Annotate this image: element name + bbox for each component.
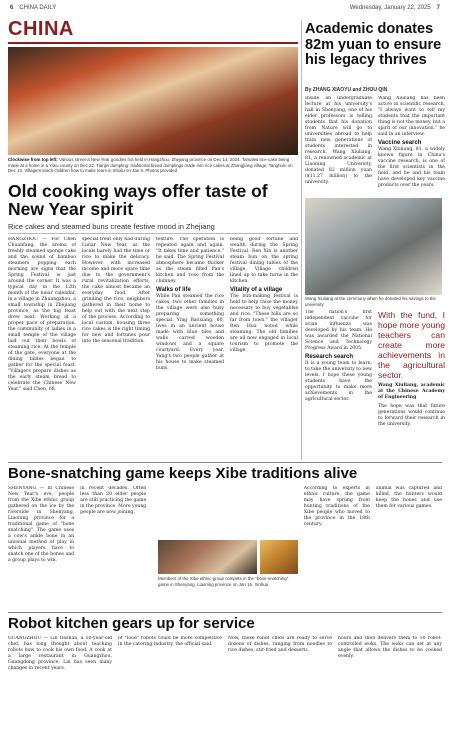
story1-deck: Rice cakes and steamed buns create festive mood in Zhejiang (8, 222, 215, 231)
story3-photo-main (158, 540, 257, 574)
story1-rule (8, 233, 298, 234)
page-header (0, 0, 450, 16)
story3-text-col2: in recent decades. Often less than 20 elder people are still practicing the game in the province. More young people are now joining. (80, 486, 147, 515)
story1-col2 (82, 237, 150, 457)
story2-text-col1: Inside an undergraduate lecture at his university's hall in Shenyang, one of his elder professors is telling students that his donation from Nature will go to universities abroad to help train new generations of students interested in research. Wang Xiuliang, 81, a renowned academic at Liaoning University, donated 82 million yuan ($11.27 million) to the university. (305, 96, 372, 185)
story1-text-col4b: The bun-making festival is held to help raise the money necessary to buy vegetables and rice. "These hills are so far from town," the villager Ren Hua noted while steaming. The old families are all now engaged in local tourism to promote the village. (230, 294, 298, 353)
story3-text-col3: According to experts in ethnic culture, the game may have sprung from hunting traditions of the Xibe people who moved to the province in the 18th century. (303, 486, 370, 527)
story4-col2 (118, 636, 222, 741)
story1-body (8, 237, 298, 457)
story2-photo (305, 198, 442, 295)
story2-quote-attribution: Wang Xiuliang, academic at the Chinese Academy of Engineering (378, 383, 445, 400)
story2-photo-caption: Wang Xiuliang at the ceremony when he donated his savings to the university. (305, 296, 436, 307)
story2-pull-quote: With the fund, I hope more young teachers can create more achievements in the agricultural sector. (378, 310, 445, 380)
story2-text-col3: The nation's first independent vaccine for avian influenza was developed by his team. He was awarded the National Science and Technology Progress Award in 2005. (305, 310, 372, 351)
story1-subhead2: Vitality of a village (230, 287, 283, 293)
section-divider (8, 42, 298, 44)
story3-photo-detail (260, 540, 298, 574)
story2-body-bottom (305, 310, 445, 460)
story4-col4 (338, 636, 442, 741)
story4-headline: Robot kitchen gears up for service (8, 615, 255, 632)
story3-headline: Bone-snatching game keeps Xibe traditions alive (8, 465, 358, 482)
story1-text-col3b: While Pan steamed the rice cakes, two other families in the village were also busy preparing something special. Ying Baoxiang, 60, lives in an ancient house made with blue tiles and walls carved wooden windows and a square courtyard. Every year, Yang's two people gather at his house to make steamed buns. (156, 294, 224, 371)
story2-headline: Academic donates 82m yuan to ensure his legacy thrives (305, 21, 442, 68)
story3-col1 (8, 486, 74, 582)
story2-byline: By ZHANG XIAOYU and ZHOU QIN (305, 87, 388, 93)
story3-col3 (304, 486, 370, 582)
story1-headline: Old cooking ways offer taste of New Year spirit (8, 181, 268, 220)
story2-text-col2b: Wang Xiuliang, 81, a widely known figure in China's vaccine research, is one of the first scientists in the field, and he and his team have developed key vaccine products over the years. (378, 147, 445, 188)
story2-col1 (305, 96, 372, 196)
section-title: CHINA (8, 18, 74, 40)
page-number: 6 (10, 5, 14, 11)
story1-photo-caption (8, 157, 298, 174)
story2-text-col2: Wang Xiuliang has been active in scientific research. "I always want to tell my students that the important thing is not the money, but a spirit of our innovation," he said in an interview. (378, 96, 445, 137)
story1-text-col3: texture. The operation is repeated again and again. "It takes time and patience," he said. The Spring Festival atmosphere became thicker as the steam filled Pan's kitchen and rose from the chimney. (156, 237, 224, 284)
issue-date: Wednesday, January 22, 2025 (349, 5, 431, 11)
story3-text-col1: SHENYANG — In Chinese New Year's eve, people from the Xibe ethnic group gathered on the ice by the riverside in Shenyang, Liaoning province for a traditional game of "bone snatching". The game uses a cow's ankle bone in an unusual method of play in which players have to snatch one of the bones and a group plays to win. (8, 486, 75, 563)
story-separator (8, 462, 442, 463)
story4-col3 (228, 636, 332, 741)
story2-col2 (378, 96, 445, 196)
story1-col1 (8, 237, 76, 457)
story3-text-col4: animal was captured and killed, the hunters would keep the bones and use them for various games. (375, 486, 442, 509)
page-number-right: 7 (436, 5, 440, 11)
story1-photo-collage (8, 47, 298, 155)
story4-text-col4: hours and then delivers them to 10 robot-controlled woks. The woks can set at any angle that allows the dishes to be cooked evenly. (338, 636, 442, 659)
story3-photo-caption (158, 576, 298, 587)
story2-text-col4b: It is a young team to learn, to take the university to new levels. I hope these young students have the opportunity to make more achievements in the agricultural sector. (305, 361, 372, 402)
story1-col4 (230, 237, 298, 457)
story4-body (8, 636, 442, 741)
story4-text-col1: GUANGZHOU — Lin Dashan, a 10-year-old chef, has long thought about teaching robots how to cook his own food. A cook at a large restaurant in Guangzhou, Guangdong province, Lin has seen many changes in recent years. (8, 636, 112, 671)
story1-caption-lead: Clockwise from top left: (8, 157, 58, 162)
story2-subhead2: Research search (305, 354, 354, 360)
story1-text-col1: HANGZHOU — For Chen Chuanfang, the aroma of freshly steamed sponge cake and the sound of bamboo steamers popping each morning are signs that the Spring Festival is just around the corner. It was a typical day in the 12th month of the lunar calendar, in a village in Zhuangzhou, a small township in Zhejiang province, as the big feast drew near. Working at a proper pace of preparation, the community of ladies in a small temple of the village laid out their bowls of steaming rice. At the temple of the gate, everyone at the dining tables began to gather for the special feast. "Villagers prepare dishes as the early steam bread to celebrate the Chinese New Year," said Chen, 68. (8, 237, 76, 392)
story1-col3 (156, 237, 224, 457)
story2-text-col4: The hope was that future generations would continue to forward their research in the university. (378, 404, 445, 427)
story1-caption-text: Various street-a New Year goodies hot held in Hangzhou, Zhejiang province on Dec 14, 2024. Tamales rice-cake being made at a home in a Yiwu county on Dec 22. Tianjin dumpling: traditional bread dumplings made into rice cakes at Zhangjiang village; Tanghulu on Dec 13. Villagers teach children how to make tears in Xhoilu on Jan 5. Photos provided (8, 157, 293, 174)
story2-subhead1: Vaccine search (378, 140, 422, 146)
story3-caption-credit: Xinhua (254, 581, 269, 587)
column-divider (301, 20, 302, 460)
story3-col4 (376, 486, 442, 582)
story4-text-col3: Now, these robot chefs are ready to serve dozens of dishes, ranging from noodles to rice dishes, stir-fried and desserts. (228, 636, 332, 653)
brand-name: CHINA DAILY (19, 5, 57, 11)
story4-text-col2: of "food" robots could be more competitive in the catering industry, the official said. (118, 636, 222, 647)
story3-col2 (80, 486, 146, 582)
story2-col3 (305, 310, 372, 460)
story1-text-col4: being good fortune and wealth during the Spring Festival. Ren Xin is another steam bun on the spring festival dining tables of the village. Village children lined up to take turns in the kitchen. (230, 237, 298, 284)
story3-caption-text: Members of the Xibe ethnic group compete in the "bone-snatching" game in Shenyang, Liaoning province on Jan 16. (158, 576, 289, 587)
story4-col1 (8, 636, 112, 741)
story-separator-2 (8, 612, 442, 613)
story1-text-col2: special treat only had during Lunar New Year, as the locals barely had the time or rice to make the delicacy. However, with increased income and more spare time due to the government's rural revitalization efforts, the cake almost became an everyday food. After grinding the rice, neighbors gathered in their home to help out with the next step of the process. According to local custom, housing three rice cakes is the right timing for new and fortunes pour into the seasonal tradition. (82, 237, 150, 344)
story2-body-top (305, 96, 445, 196)
story1-subhead1: Walks of life (156, 287, 191, 293)
story2-col4 (378, 310, 445, 460)
